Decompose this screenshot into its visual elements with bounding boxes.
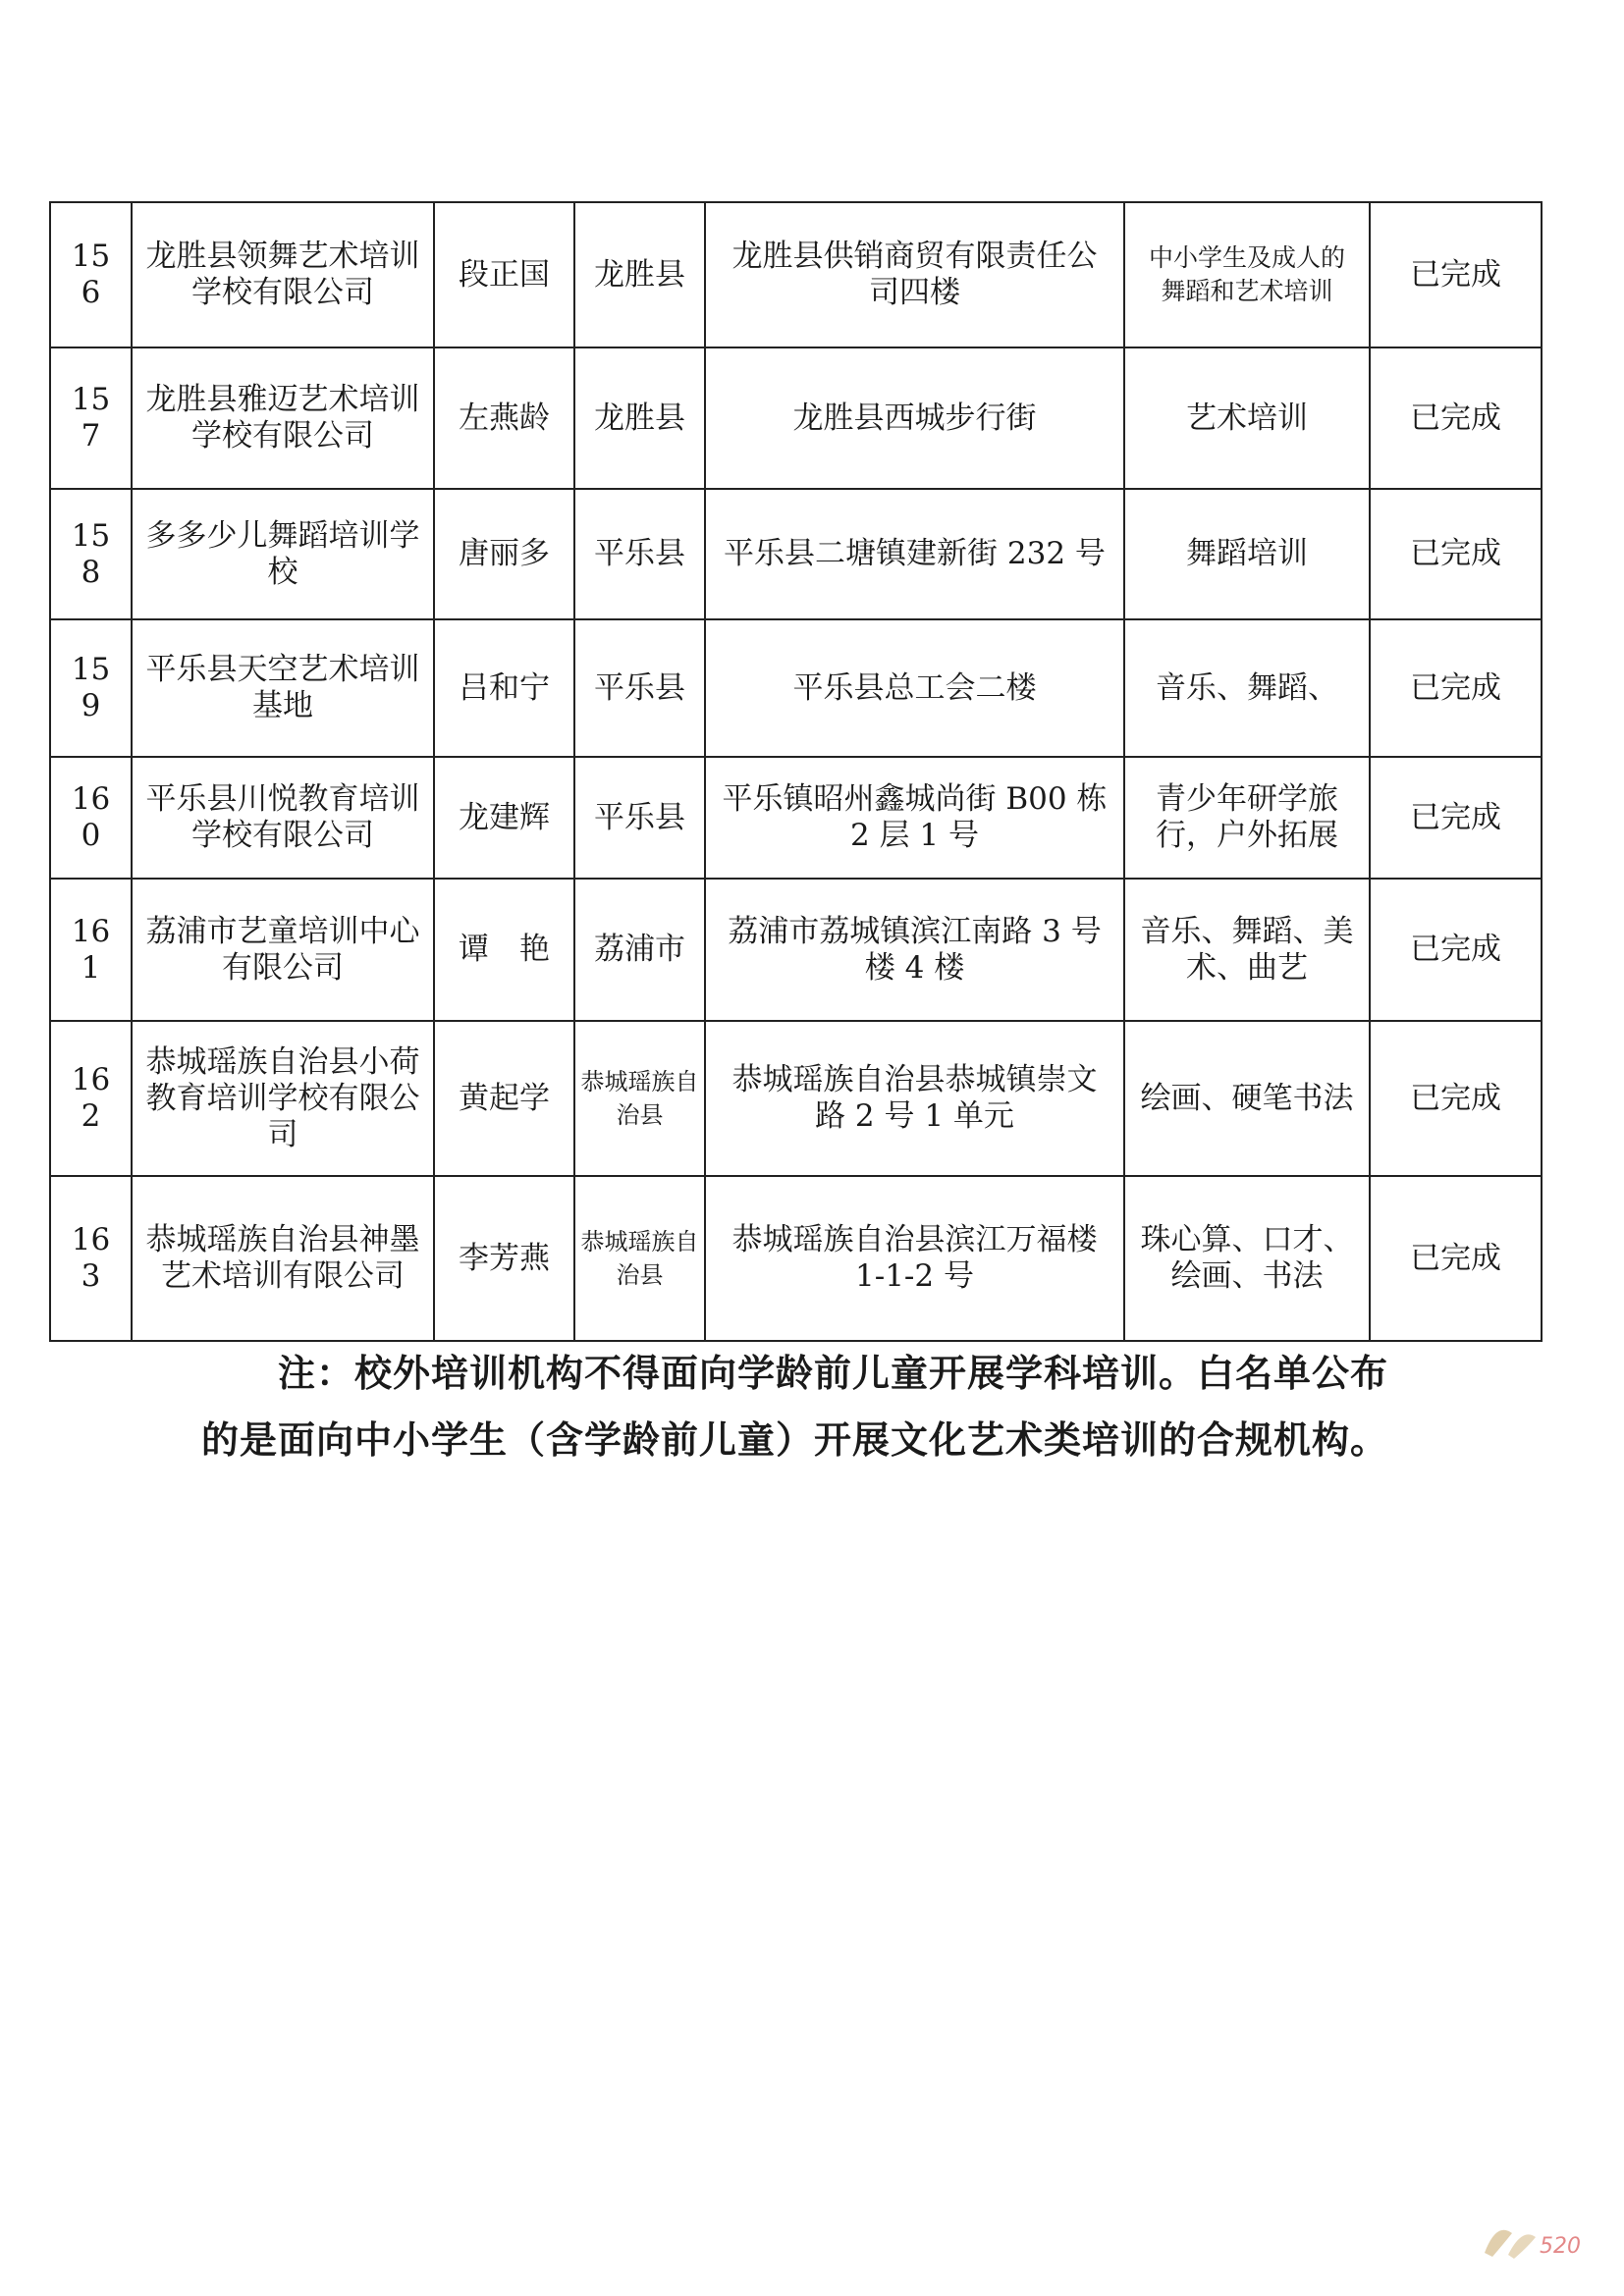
legal-person: 黄起学 bbox=[434, 1021, 574, 1176]
table-row bbox=[50, 202, 1542, 347]
county: 恭城瑶族自治县 bbox=[574, 1021, 705, 1176]
table-row bbox=[50, 879, 1542, 1021]
table-row bbox=[50, 619, 1542, 757]
row-number: 157 bbox=[50, 347, 132, 489]
status: 已完成 bbox=[1370, 489, 1542, 619]
legal-person: 左燕龄 bbox=[434, 347, 574, 489]
row-number: 162 bbox=[50, 1021, 132, 1176]
training-scope: 艺术培训 bbox=[1124, 347, 1370, 489]
county: 平乐县 bbox=[574, 489, 705, 619]
legal-person: 龙建辉 bbox=[434, 757, 574, 879]
address: 荔浦市荔城镇滨江南路 3 号楼 4 楼 bbox=[705, 879, 1124, 1021]
institution-name: 恭城瑶族自治县神墨艺术培训有限公司 bbox=[132, 1176, 434, 1341]
address: 龙胜县西城步行街 bbox=[705, 347, 1124, 489]
address: 恭城瑶族自治县恭城镇崇文路 2 号 1 单元 bbox=[705, 1021, 1124, 1176]
legal-person: 唐丽多 bbox=[434, 489, 574, 619]
site-watermark-logo bbox=[1479, 2214, 1597, 2269]
row-number: 158 bbox=[50, 489, 132, 619]
row-number: 156 bbox=[50, 202, 132, 347]
address: 平乐县二塘镇建新街 232 号 bbox=[705, 489, 1124, 619]
status: 已完成 bbox=[1370, 347, 1542, 489]
training-scope: 青少年研学旅行，户外拓展 bbox=[1124, 757, 1370, 879]
institution-name: 恭城瑶族自治县小荷教育培训学校有限公司 bbox=[132, 1021, 434, 1176]
institution-name: 龙胜县雅迈艺术培训学校有限公司 bbox=[132, 347, 434, 489]
county: 恭城瑶族自治县 bbox=[574, 1176, 705, 1341]
training-scope: 绘画、硬笔书法 bbox=[1124, 1021, 1370, 1176]
institution-name: 平乐县天空艺术培训基地 bbox=[132, 619, 434, 757]
table-row bbox=[50, 1021, 1542, 1176]
training-scope: 音乐、舞蹈、 bbox=[1124, 619, 1370, 757]
table-row bbox=[50, 347, 1542, 489]
institution-name: 平乐县川悦教育培训学校有限公司 bbox=[132, 757, 434, 879]
county: 平乐县 bbox=[574, 757, 705, 879]
address: 平乐镇昭州鑫城尚街 B00 栋 2 层 1 号 bbox=[705, 757, 1124, 879]
legal-person: 李芳燕 bbox=[434, 1176, 574, 1341]
legal-person: 吕和宁 bbox=[434, 619, 574, 757]
status: 已完成 bbox=[1370, 1021, 1542, 1176]
address: 恭城瑶族自治县滨江万福楼 1-1-2 号 bbox=[705, 1176, 1124, 1341]
institution-name: 多多少儿舞蹈培训学校 bbox=[132, 489, 434, 619]
table-row bbox=[50, 1176, 1542, 1341]
training-scope: 音乐、舞蹈、美术、曲艺 bbox=[1124, 879, 1370, 1021]
institution-table bbox=[49, 201, 1543, 1342]
row-number: 159 bbox=[50, 619, 132, 757]
institution-name: 龙胜县领舞艺术培训学校有限公司 bbox=[132, 202, 434, 347]
table-row bbox=[50, 489, 1542, 619]
status: 已完成 bbox=[1370, 1176, 1542, 1341]
status: 已完成 bbox=[1370, 619, 1542, 757]
row-number: 160 bbox=[50, 757, 132, 879]
status: 已完成 bbox=[1370, 879, 1542, 1021]
county: 荔浦市 bbox=[574, 879, 705, 1021]
training-scope: 中小学生及成人的舞蹈和艺术培训 bbox=[1124, 202, 1370, 347]
county: 龙胜县 bbox=[574, 202, 705, 347]
status: 已完成 bbox=[1370, 202, 1542, 347]
watermark-text: 520 bbox=[1540, 2234, 1581, 2259]
row-number: 163 bbox=[50, 1176, 132, 1341]
address: 龙胜县供销商贸有限责任公司四楼 bbox=[705, 202, 1124, 347]
row-number: 161 bbox=[50, 879, 132, 1021]
county: 龙胜县 bbox=[574, 347, 705, 489]
institution-name: 荔浦市艺童培训中心有限公司 bbox=[132, 879, 434, 1021]
footnote: 注：校外培训机构不得面向学龄前儿童开展学科培训。白名单公布的是面向中小学生（含学龄前儿童）开展文化艺术类培训的合规机构。 bbox=[201, 1352, 1389, 1462]
legal-person: 段正国 bbox=[434, 202, 574, 347]
table-row bbox=[50, 757, 1542, 879]
training-scope: 舞蹈培训 bbox=[1124, 489, 1370, 619]
address: 平乐县总工会二楼 bbox=[705, 619, 1124, 757]
training-scope: 珠心算、口才、绘画、书法 bbox=[1124, 1176, 1370, 1341]
county: 平乐县 bbox=[574, 619, 705, 757]
status: 已完成 bbox=[1370, 757, 1542, 879]
legal-person: 谭 艳 bbox=[434, 879, 574, 1021]
